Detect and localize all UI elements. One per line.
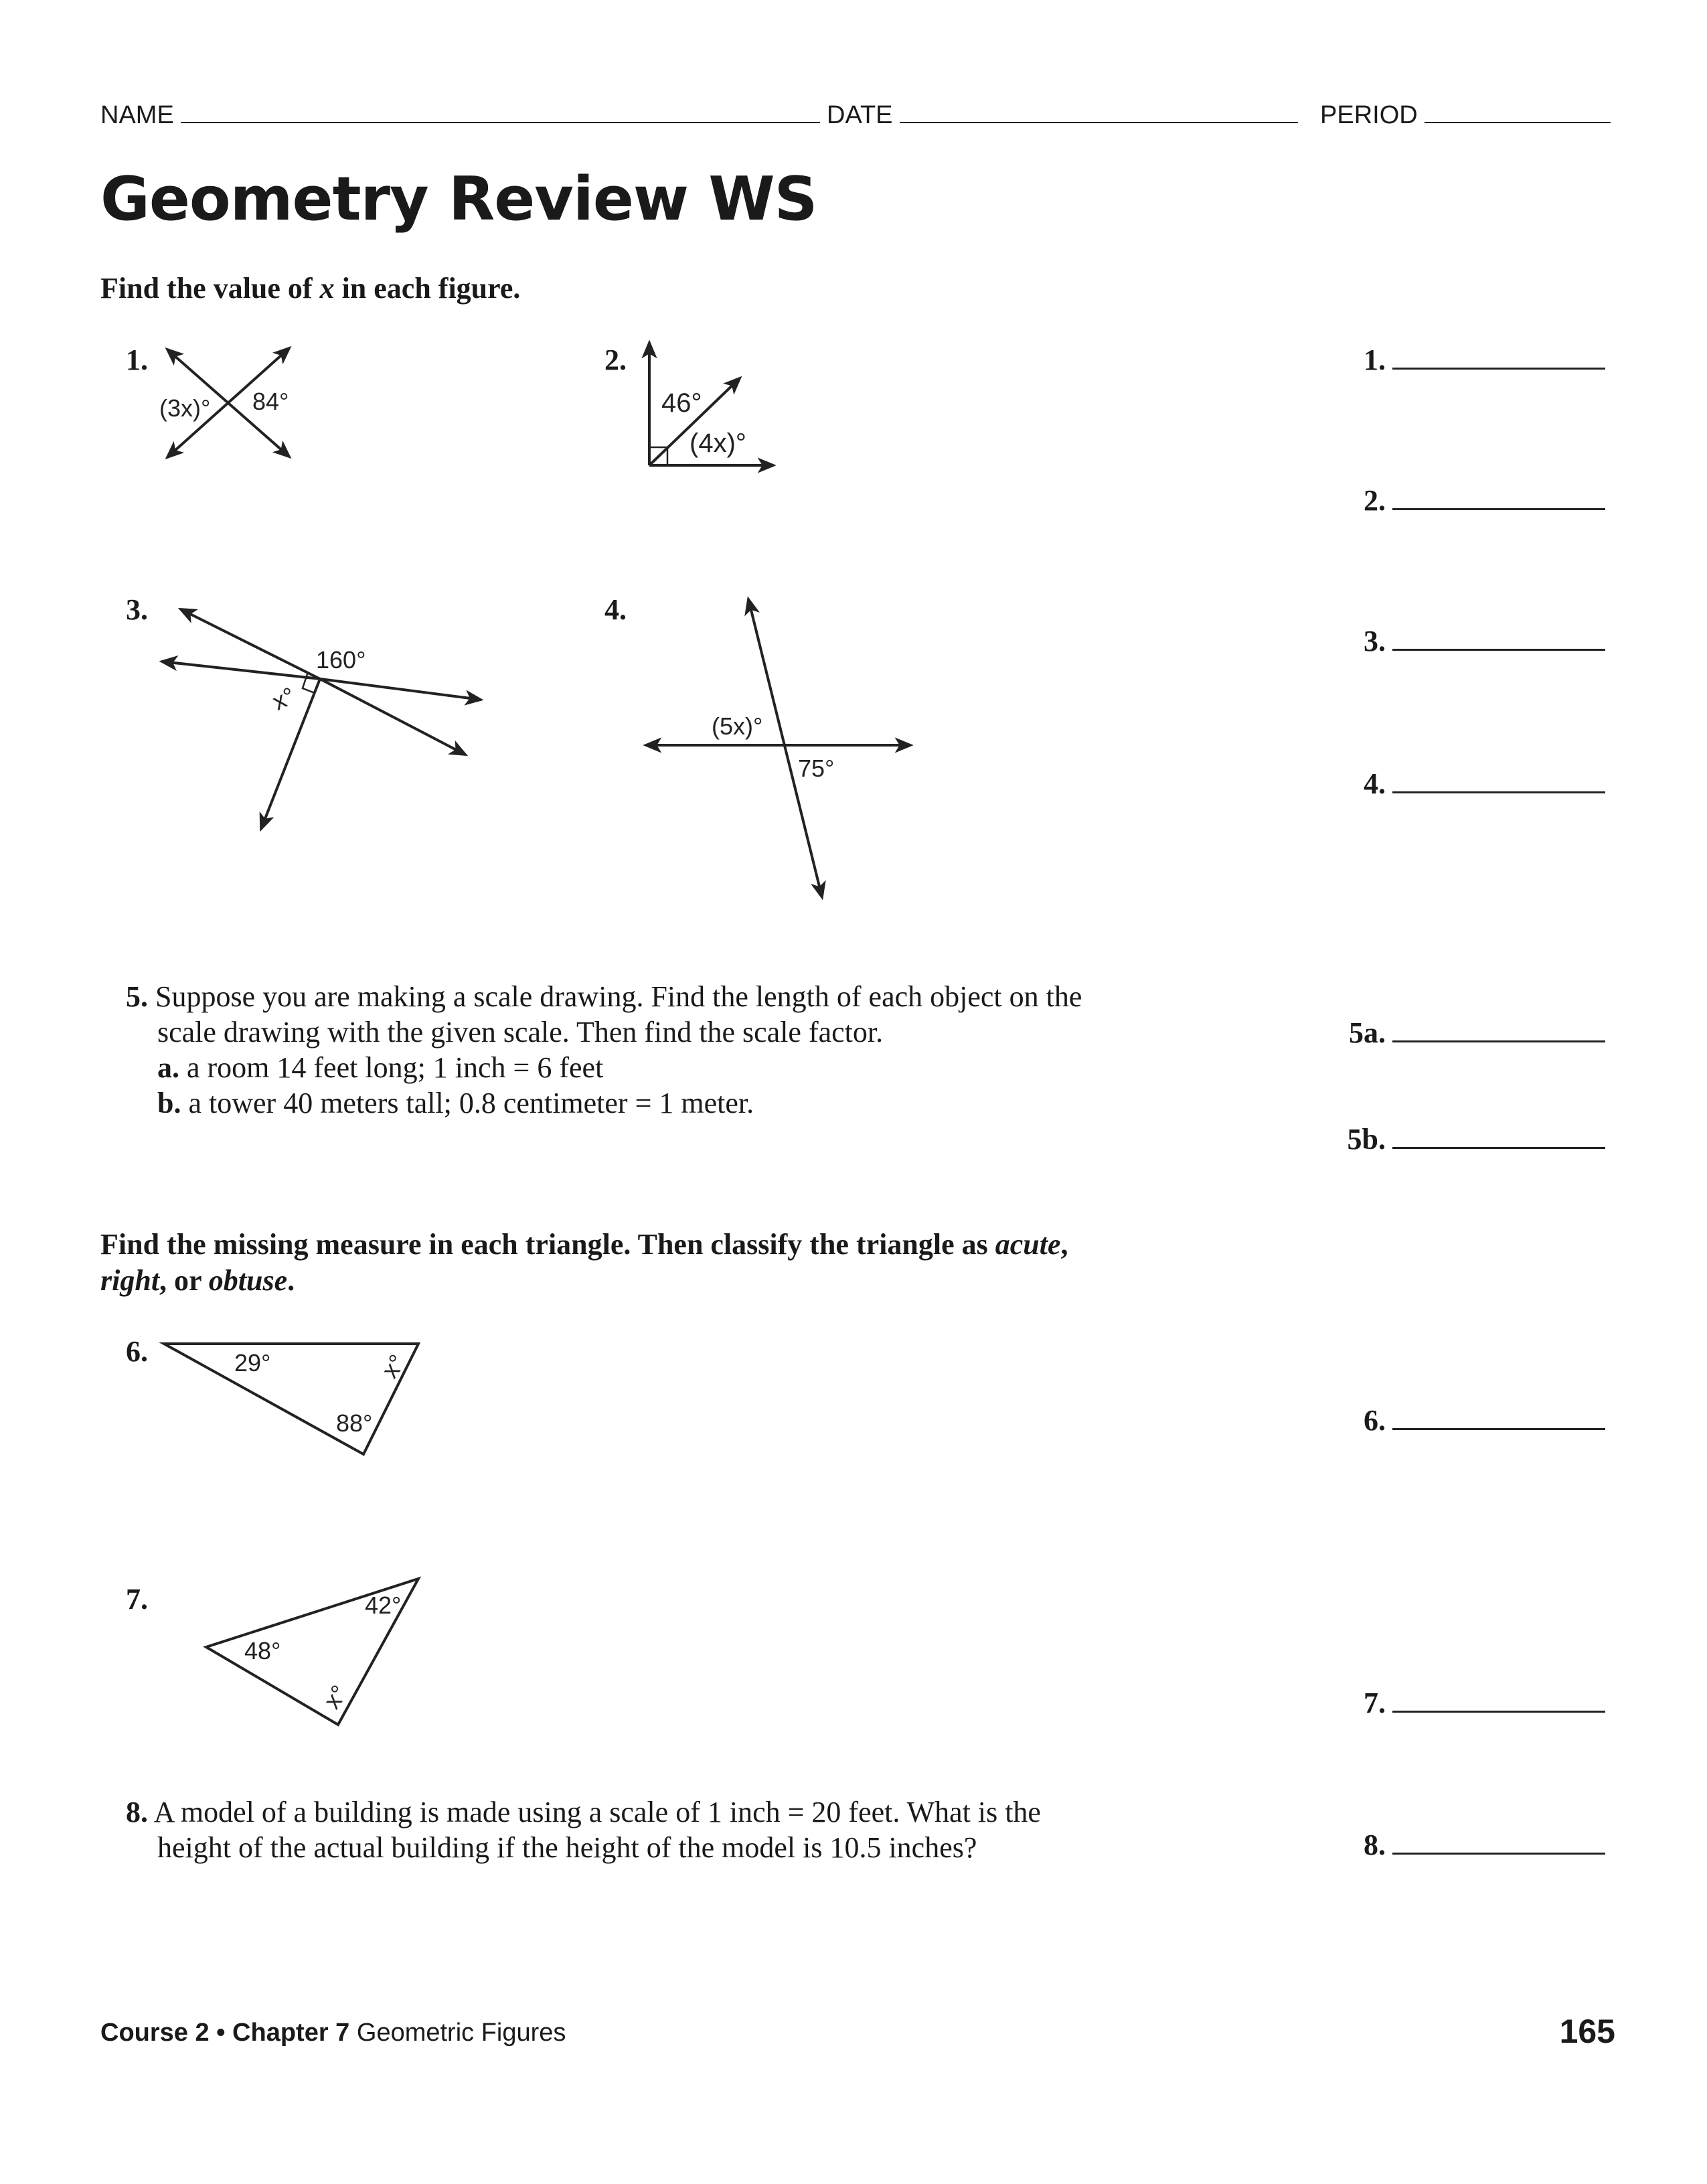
answer-5a[interactable]: 5a. <box>1349 1016 1605 1050</box>
instruction-post: in each figure. <box>334 272 521 305</box>
fig3-label-x: x° <box>268 681 300 716</box>
problem-5 <box>126 979 1210 1121</box>
answer-line[interactable] <box>1392 629 1605 651</box>
answer-8[interactable]: 8. <box>1364 1828 1605 1862</box>
answer-4[interactable]: 4. <box>1364 767 1605 801</box>
tri7-angle-c: x° <box>318 1680 353 1714</box>
page-title: Geometry Review WS <box>100 164 817 234</box>
triangle-7-number: 7. <box>126 1583 148 1616</box>
answer-line[interactable] <box>1392 488 1605 510</box>
fig3-ray-right <box>320 679 481 700</box>
answer-1[interactable]: 1. <box>1364 343 1605 377</box>
tri7-angle-a: 42° <box>365 1591 402 1619</box>
figure-3 <box>162 609 481 829</box>
period-label: PERIOD <box>1320 101 1418 129</box>
page-number: 165 <box>1559 2013 1615 2050</box>
fig3-ray-upper-left <box>181 609 320 679</box>
triangle-6 <box>164 1344 418 1454</box>
answer-6[interactable]: 6. <box>1364 1403 1605 1437</box>
problem-8-line2: height of the actual building if the height of the model is 10.5 inches? <box>157 1831 977 1864</box>
figure-2-number: 2. <box>604 343 627 376</box>
instruction-var: x <box>319 272 335 305</box>
figure-1 <box>159 348 289 457</box>
figure-2 <box>649 343 773 465</box>
figure-3-number: 3. <box>126 593 148 626</box>
footer-course: Course 2 • Chapter 7 Geometric Figures <box>100 2019 566 2047</box>
problem-5-line1: 5. Suppose you are making a scale drawing. Find the length of each object on the <box>126 980 1082 1013</box>
name-label: NAME <box>100 101 174 129</box>
answer-7[interactable]: 7. <box>1364 1686 1605 1720</box>
tri7-angle-b: 48° <box>244 1637 281 1664</box>
figure-1-number: 1. <box>126 343 148 376</box>
answer-line[interactable] <box>1392 347 1605 370</box>
answer-line[interactable] <box>1392 1691 1605 1713</box>
answer-line[interactable] <box>1392 771 1605 793</box>
tri6-angle-a: 29° <box>234 1349 271 1377</box>
tri6-angle-c: 88° <box>336 1409 373 1437</box>
problem-5-part-a: a. a room 14 feet long; 1 inch = 6 feet <box>157 1051 604 1084</box>
answer-line[interactable] <box>1392 1020 1605 1042</box>
section2-instruction: Find the missing measure in each triangle. Then classify the triangle as acute, right, or obtuse. <box>100 1228 1068 1297</box>
answer-line[interactable] <box>1392 1127 1605 1149</box>
problem-8-line1: 8. A model of a building is made using a scale of 1 inch = 20 feet. What is the <box>126 1796 1041 1828</box>
fig3-label-angle: 160° <box>316 646 366 674</box>
answer-3[interactable]: 3. <box>1364 624 1605 658</box>
answer-2[interactable]: 2. <box>1364 483 1605 518</box>
fig3-ray-left <box>162 661 320 679</box>
problem-8 <box>126 1794 1210 1865</box>
answer-5b[interactable]: 5b. <box>1348 1122 1605 1156</box>
triangle-7 <box>206 1579 418 1725</box>
fig4-transversal <box>748 599 822 897</box>
triangle-6-number: 6. <box>126 1335 148 1368</box>
fig2-label-top: 46° <box>661 388 702 418</box>
answer-line[interactable] <box>1392 1832 1605 1855</box>
problem-5-part-b: b. a tower 40 meters tall; 0.8 centimeter = 1 meter. <box>157 1087 754 1119</box>
fig1-label-left: (3x)° <box>159 394 211 422</box>
fig4-label-right: 75° <box>798 755 835 782</box>
fig4-label-left: (5x)° <box>712 712 763 740</box>
figure-4 <box>646 599 910 897</box>
problem-5-line2: scale drawing with the given scale. Then find the scale factor. <box>157 1016 884 1048</box>
date-label: DATE <box>827 101 893 129</box>
figure-4-number: 4. <box>604 593 627 626</box>
tri6-angle-b: x° <box>376 1349 411 1383</box>
answer-line[interactable] <box>1392 1408 1605 1430</box>
fig3-ray-lower-right <box>320 679 465 755</box>
fig2-label-bottom: (4x)° <box>689 428 746 458</box>
fig1-label-right: 84° <box>252 388 289 415</box>
instruction-pre: Find the value of <box>100 272 320 305</box>
